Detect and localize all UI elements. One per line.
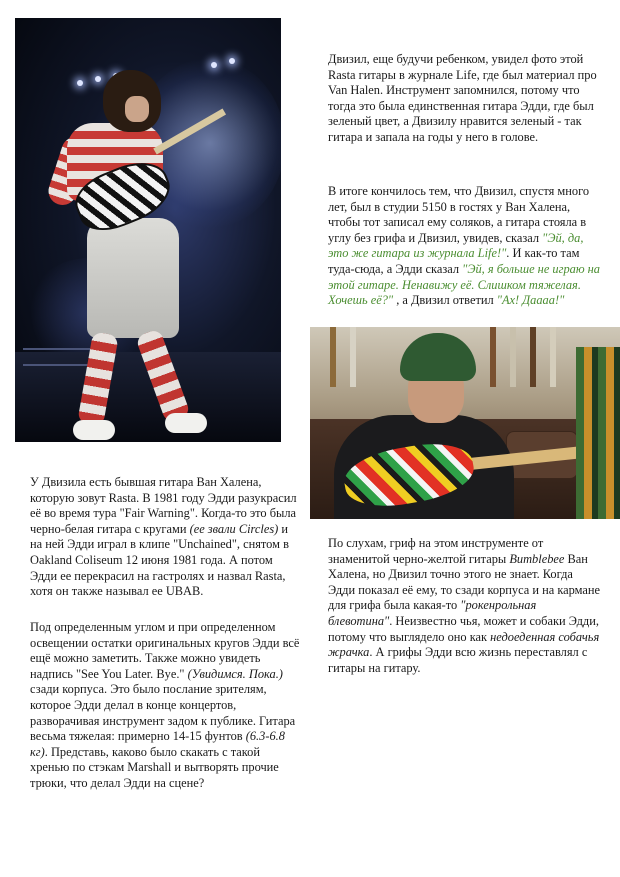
italic-note: (6.3-6.8 кг) (30, 729, 285, 759)
guitarist-pants (87, 218, 179, 338)
stage-light (77, 80, 83, 86)
article-paragraph (30, 475, 300, 600)
paragraph-text (30, 620, 300, 792)
guitarist-face (125, 96, 149, 122)
wall-guitar (550, 327, 556, 387)
sneaker (165, 413, 207, 433)
article-paragraph (328, 184, 602, 309)
text-run: По слухам, гриф на этом инструменте от знаменитой черно-желтой гитары (328, 536, 544, 566)
plaid-shirt-person (576, 347, 620, 519)
paragraph-text (30, 475, 300, 600)
wall-guitar (530, 327, 536, 387)
italic-note: Bumblebee (509, 551, 565, 566)
paragraph-text (328, 184, 602, 309)
italic-note: (Увидимся. Пока.) (187, 666, 283, 681)
quote-green: "Эй, я больше не играю на этой гитаре. Ненавижу её. Слишком тяжелая. Хочешь её?" (328, 261, 601, 308)
paragraph-text: Двизил, еще будучи ребенком, увидел фото этой Rasta гитары в журнале Life, где был материал про Van Halen. Инструмент запомнился, потому что тогда это была единственная гитара Эдди, где был зеленый цвет, а Двизилу нравится зеленый - так гитара и запала на годы у него в голове. (328, 52, 597, 144)
text-run: сзади корпуса. Это было послание зрителям, которое Эдди делал в конце концертов, разворачивая инструмент задом к публике. Гитара весьма тяжелая: примерно 14-15 фунтов (30, 682, 296, 744)
italic-note: недоеденная собачья жрачка (328, 629, 600, 660)
wall-guitar (330, 327, 336, 387)
wall-guitar (350, 327, 356, 387)
quote-green: "Эй, да, это же гитара из журнала Life!" (328, 230, 584, 261)
text-run: . И как-то там туда-сюда, а Эдди сказал (328, 246, 580, 276)
stage-light (229, 58, 235, 64)
text-run: Ван Халена, но Двизил точно этого не знает. Когда Эдди показал её ему, то сзади корпуса и на кармане для грифа была какая-то (328, 551, 601, 613)
stage-light (211, 62, 217, 68)
paragraph-text (328, 536, 602, 676)
article-paragraph (328, 52, 602, 146)
italic-note: (ее звали Circles) (189, 521, 279, 536)
text-run: . Неизвестно чья, может и собаки Эдди, потому что выглядело оно как (328, 613, 599, 644)
text-run: Под определенным углом и при определенном освещении остатки оригинальных кругов Эдди всё ещё можно заметить. Также можно увидеть надпись "See You Later. Bye." (30, 620, 300, 681)
concert-photo (15, 18, 281, 442)
article-paragraph (30, 620, 300, 792)
guitar-shop-photo (310, 327, 620, 519)
wall-guitar (490, 327, 496, 387)
italic-note: "рокенрольная блевотина" (328, 598, 537, 628)
text-run: В итоге кончилось тем, что Двизил, спустя много лет, был в студии 5150 в гостях у Ван Халена, чтобы тот записал ему соляков, а гитара стояла в углу без грифа и Двизил, увидев, сказал (328, 184, 590, 245)
quote-green: "Ах! Даааа!" (496, 293, 565, 308)
wall-guitar (510, 327, 516, 387)
text-run: . А грифы Эдди всю жизнь переставлял с гитары на гитару. (328, 645, 588, 675)
text-run: , а Двизил ответил (393, 293, 497, 308)
sneaker (73, 420, 115, 440)
article-paragraph (328, 536, 602, 676)
text-run: . Представь, каково было скакать с такой хренью по стэкам Marshall и вытворять прочие трюки, что делал Эдди на сцене? (30, 744, 279, 790)
stage-light (95, 76, 101, 82)
green-beanie (400, 333, 476, 381)
text-run: У Двизила есть бывшая гитара Ван Халена, которую зовут Rasta. В 1981 году Эдди разукрасил её во время тура "Fair Warning". Когда-то это была черно-белая гитара с кругами (30, 475, 297, 536)
text-run: и на ней Эдди играл в клипе "Unchained", снятом в Oakland Coliseum 12 июня 1981 года. А потом Эдди ее перекрасил на гастролях и назвал Rasta, хотя он также называл ее UBAB. (30, 521, 289, 599)
